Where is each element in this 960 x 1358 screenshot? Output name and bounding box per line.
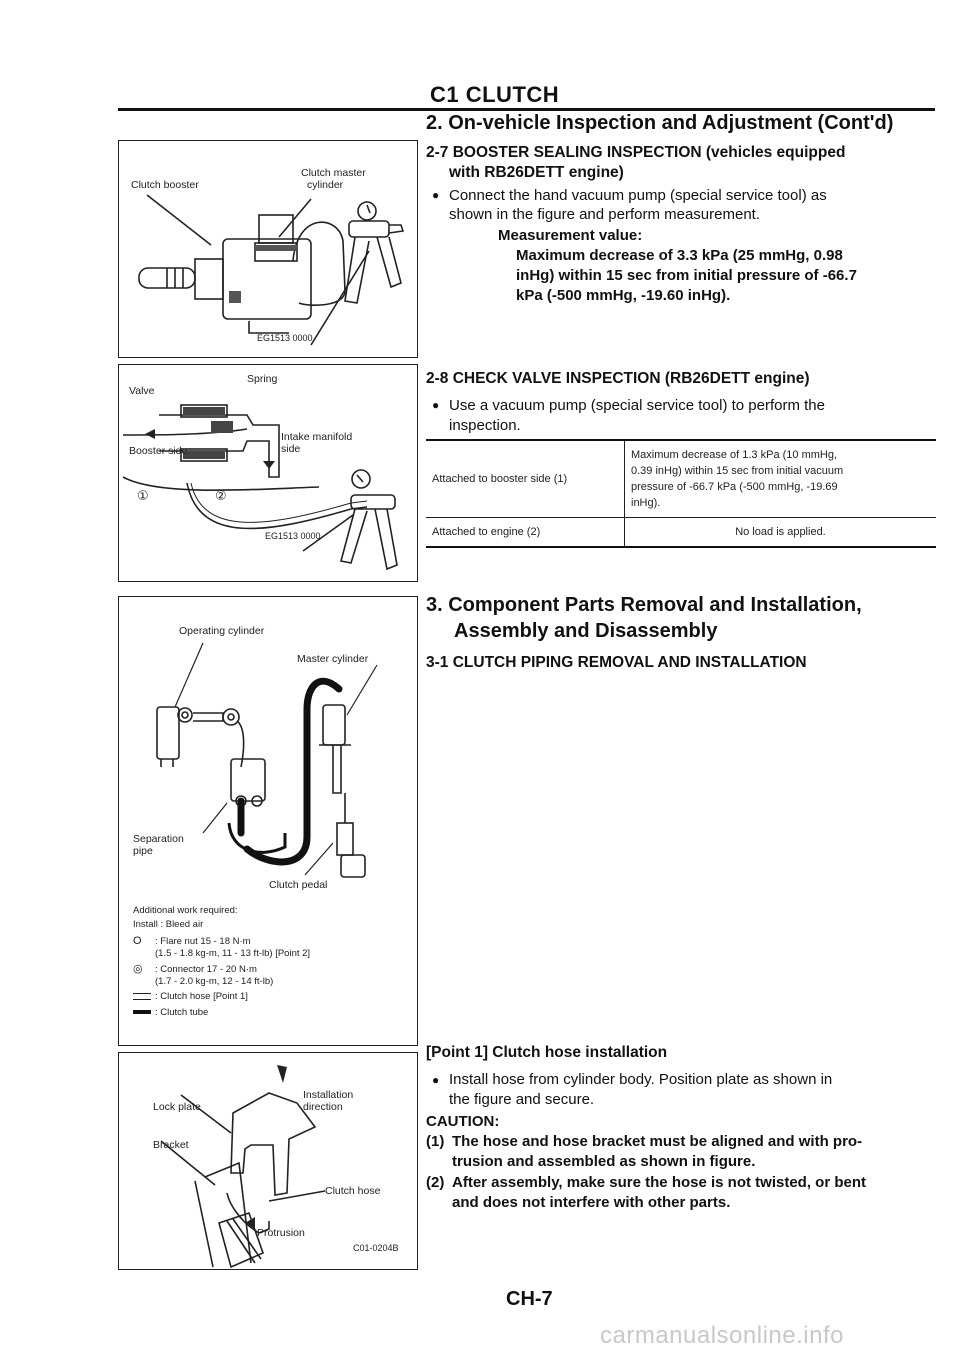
- label-separation-l2: pipe: [133, 845, 153, 858]
- label-intake-l1: Intake manifold: [281, 431, 353, 443]
- section-2-8-heading: 2-8 CHECK VALVE INSPECTION (RB26DETT engine): [426, 370, 810, 387]
- watermark: carmanualsonline.info: [600, 1322, 844, 1349]
- page-number: CH-7: [506, 1288, 553, 1310]
- section-2-8-text-l1: Use a vacuum pump (special service tool) to perform the: [449, 397, 825, 414]
- legend-additional: Additional work required:: [133, 905, 238, 916]
- measurement-value-l2: inHg) within 15 sec from initial pressure of -66.7: [516, 267, 857, 284]
- section-2-7-heading-l1: 2-7 BOOSTER SEALING INSPECTION (vehicles equipped: [426, 144, 846, 161]
- figure-clutch-booster: [118, 140, 418, 358]
- section-3-1-heading: 3-1 CLUTCH PIPING REMOVAL AND INSTALLATION: [426, 654, 807, 671]
- legend-clutch-hose: [133, 991, 248, 1003]
- section-2-heading: 2. On-vehicle Inspection and Adjustment (Cont'd): [426, 112, 894, 134]
- label-clutch-hose: Clutch hose: [325, 1185, 381, 1197]
- page-title: C1 CLUTCH: [430, 82, 560, 107]
- table-cell-booster-side: Attached to booster side (1): [426, 440, 625, 518]
- caution-2-number: (2): [426, 1174, 445, 1191]
- page-header: [118, 82, 935, 111]
- figure-code: EG1513 0000: [257, 333, 313, 343]
- label-n1: ①: [137, 488, 149, 503]
- point-1-heading: [Point 1] Clutch hose installation: [426, 1044, 668, 1061]
- clutch-tube-symbol: [133, 1010, 151, 1014]
- bullet: ●: [432, 188, 440, 202]
- connector-l2: (1.7 - 2.0 kg-m, 12 - 14 ft-lb): [155, 976, 274, 987]
- table-cell-engine-side: Attached to engine (2): [426, 518, 625, 548]
- bullet: ●: [432, 398, 440, 412]
- section-3-heading-l2: Assembly and Disassembly: [454, 620, 718, 642]
- label-separation-l1: Separation: [133, 833, 184, 845]
- label-installation-l1: Installation: [303, 1089, 354, 1101]
- clutch-hose-symbol: [133, 993, 151, 1000]
- section-2-7-text-l1: Connect the hand vacuum pump (special service tool) as: [449, 187, 827, 204]
- flare-nut-l2: (1.5 - 1.8 kg-m, 11 - 13 ft-lb) [Point 2]: [155, 948, 311, 959]
- label-installation-direction: [303, 1089, 353, 1113]
- label-valve: Valve: [129, 385, 155, 397]
- flare-nut-l1: : Flare nut 15 - 18 N·m: [155, 936, 251, 947]
- section-2-8-text-l2: inspection.: [449, 417, 521, 434]
- check-valve-table: [426, 439, 936, 548]
- flare-nut-symbol: O: [133, 935, 142, 947]
- clutch-hose-text: : Clutch hose [Point 1]: [155, 991, 248, 1002]
- bullet: ●: [432, 1073, 440, 1087]
- connector-symbol: ◎: [133, 963, 143, 975]
- figure-code: EG1513 0000: [265, 531, 321, 541]
- clutch-tube-text: : Clutch tube: [155, 1007, 209, 1018]
- figure-clutch-booster-drawing: [119, 141, 417, 357]
- label-clutch-master-cylinder: [301, 167, 366, 191]
- connector-l1: : Connector 17 - 20 N·m: [155, 964, 257, 975]
- caution-1-l2: trusion and assembled as shown in figure.: [452, 1153, 756, 1170]
- caution-2-l2: and does not interfere with other parts.: [452, 1194, 731, 1211]
- figure-check-valve: [118, 364, 418, 582]
- table-row: [426, 518, 936, 548]
- label-n2: ②: [215, 488, 227, 503]
- legend-install: Install : Bleed air: [133, 919, 204, 930]
- label-clutch-booster: Clutch booster: [131, 179, 199, 191]
- label-operating-cylinder: Operating cylinder: [179, 625, 265, 637]
- label-bracket: Bracket: [153, 1139, 189, 1151]
- measurement-value-label: Measurement value:: [498, 227, 643, 244]
- caution-2-l1: After assembly, make sure the hose is not twisted, or bent: [452, 1174, 867, 1191]
- label-intake-l2: side: [281, 443, 301, 456]
- section-2-7-text-l2: shown in the figure and perform measurement.: [449, 206, 760, 223]
- table-row: [426, 440, 936, 518]
- label-intake-manifold-side: [281, 431, 352, 455]
- section-2-7-heading-l2: with RB26DETT engine): [449, 164, 624, 181]
- label-clutch-master-l2: cylinder: [307, 179, 344, 192]
- caution-label: CAUTION:: [426, 1113, 500, 1130]
- booster-result-l2: 0.39 inHg) within 15 sec from initial vacuum: [631, 465, 844, 477]
- caution-1-l1: The hose and hose bracket must be aligned and with pro-: [452, 1133, 863, 1150]
- label-installation-l2: direction: [303, 1101, 343, 1114]
- label-lock-plate: Lock plate: [153, 1101, 201, 1113]
- measurement-value-l3: kPa (-500 mmHg, -19.60 inHg).: [516, 287, 731, 304]
- table-cell-booster-result: [625, 440, 937, 518]
- label-master-cylinder: Master cylinder: [297, 653, 369, 665]
- booster-result-l4: inHg).: [631, 497, 661, 509]
- label-clutch-pedal: Clutch pedal: [269, 879, 328, 891]
- table-cell-engine-result: No load is applied.: [735, 526, 826, 538]
- label-clutch-master-l1: Clutch master: [301, 167, 366, 179]
- label-spring: Spring: [247, 373, 278, 385]
- legend-flare-nut: [133, 935, 310, 960]
- figure-code: C01-0204B: [353, 1243, 399, 1253]
- measurement-value-l1: Maximum decrease of 3.3 kPa (25 mmHg, 0.98: [516, 247, 843, 264]
- section-3-heading-l1: 3. Component Parts Removal and Installation,: [426, 594, 862, 616]
- point-1-text-l1: Install hose from cylinder body. Position plate as shown in: [449, 1071, 833, 1088]
- label-protrusion: Protrusion: [257, 1227, 305, 1239]
- label-booster-side: Booster side: [129, 445, 188, 457]
- figure-check-valve-drawing: [119, 365, 417, 581]
- label-separation-pipe: [133, 833, 184, 857]
- point-1-text-l2: the figure and secure.: [449, 1091, 595, 1108]
- caution-1-number: (1): [426, 1133, 445, 1150]
- legend-connector: [133, 963, 273, 988]
- booster-result-l1: Maximum decrease of 1.3 kPa (10 mmHg,: [631, 449, 838, 461]
- figure-hose-bracket: [118, 1052, 418, 1270]
- legend-clutch-tube: [133, 1007, 208, 1019]
- booster-result-l3: pressure of -66.7 kPa (-500 mmHg, -19.69: [631, 481, 838, 493]
- figure-clutch-piping: [118, 596, 418, 1046]
